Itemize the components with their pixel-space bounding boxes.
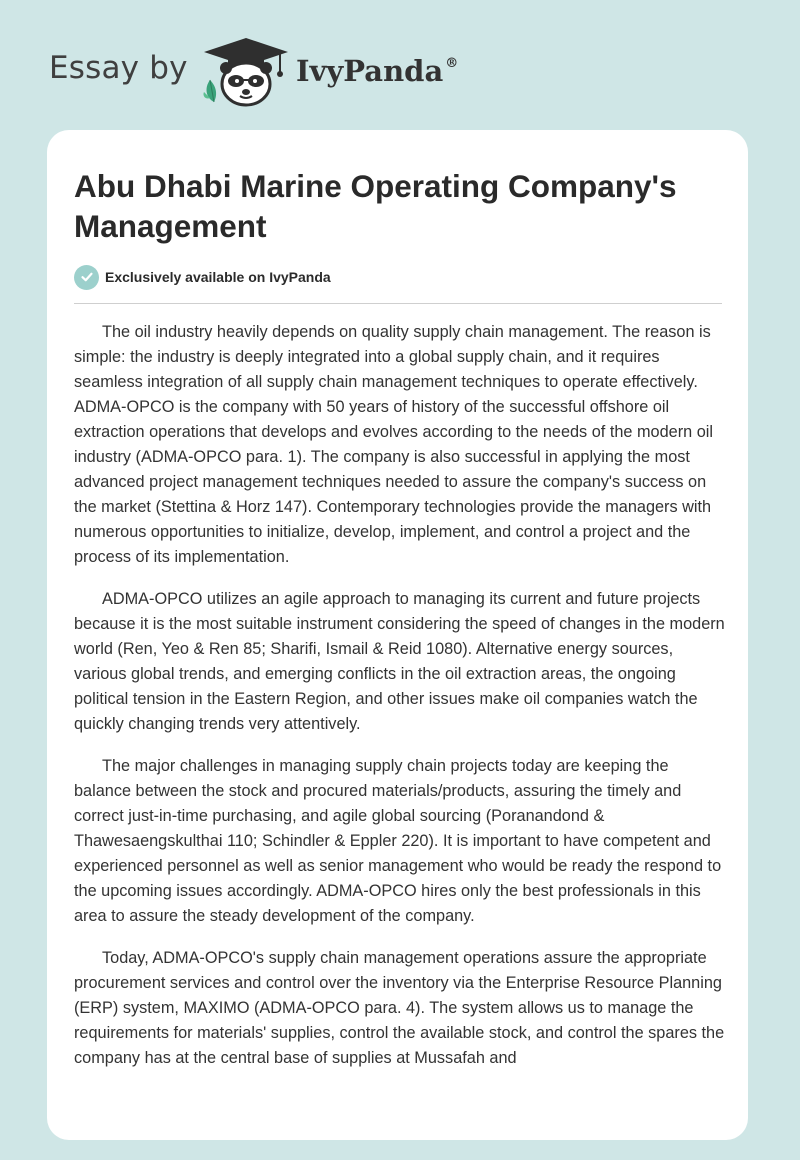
trademark-symbol: ®	[445, 56, 459, 71]
article-body	[74, 320, 726, 1088]
paragraph: ADMA-OPCO utilizes an agile approach to managing its current and future projects because it is the most suitable instrument considering the speed of changes in the modern world (Ren, Yeo & Ren 85; Sharifi, Ismail & Reid 1080). Alternative energy sources, various global trends, and emerging conflicts in the oil extraction areas, the ongoing political tension in the Eastern Region, and other issues make oil companies watch the quickly changing trends very attentively.	[74, 590, 725, 733]
check-circle-icon	[74, 265, 99, 290]
brand-name[interactable]	[296, 54, 458, 88]
article-title: Abu Dhabi Marine Operating Company's Management	[74, 168, 677, 244]
brand-text: IvyPanda	[296, 54, 444, 88]
ivypanda-logo-icon[interactable]	[200, 36, 292, 108]
paragraph: Today, ADMA-OPCO's supply chain management operations assure the appropriate procurement services and control over the inventory via the Enterprise Resource Planning (ERP) system, MAXIMO (ADMA-OPCO para. 4). The system allows us to manage the requirements for materials' supplies, control the available stock, and control the spares the company has at the central base of supplies at Mussafah and	[74, 949, 725, 1067]
exclusive-label: Exclusively available on IvyPanda	[105, 269, 331, 285]
paragraph: The major challenges in managing supply chain projects today are keeping the balance between the stock and procured materials/products, assuring the timely and correct just-in-time purchasing, and agile global sourcing (Poranandond & Thawesaengskulthai 110; Schindler & Eppler 220). It is important to have competent and experienced personnel as well as senior management who would be ready the respond to the upcoming issues accordingly. ADMA-OPCO hires only the best professionals in this area to assure the steady development of the company.	[74, 757, 722, 925]
article-card	[47, 130, 748, 1140]
essay-by-label: Essay by	[49, 50, 188, 86]
divider	[74, 303, 722, 304]
paragraph: The oil industry heavily depends on quality supply chain management. The reason is simple: the industry is deeply integrated into a global supply chain, and it requires seamless integration of all supply chain management techniques to operate effectively. ADMA-OPCO is the company with 50 years of history of the successful offshore oil extraction operations that develops and evolves according to the needs of the modern oil industry (ADMA-OPCO para. 1). The company is also successful in applying the most advanced project management techniques needed to assure the company's success on the market (Stettina & Horz 147). Contemporary technologies provide the managers with numerous opportunities to initialize, develop, implement, and control a project and the process of its implementation.	[74, 323, 713, 566]
site-header	[0, 0, 800, 130]
exclusive-badge	[74, 264, 331, 290]
